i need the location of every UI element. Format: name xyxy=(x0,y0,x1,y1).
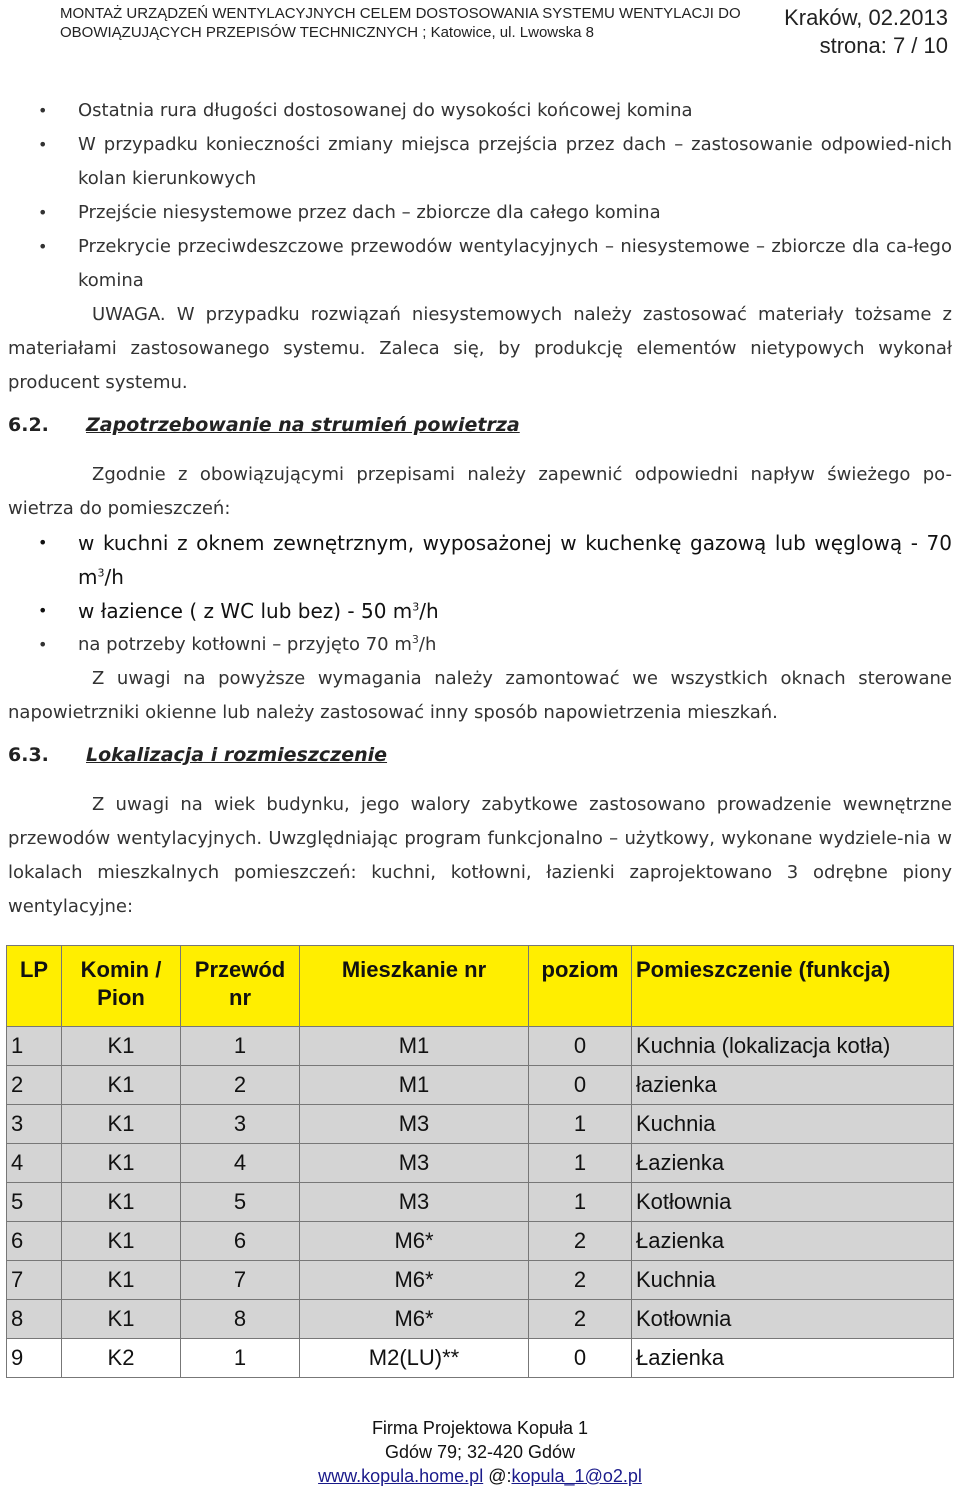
footer-email-link[interactable]: kopula_1@o2.pl xyxy=(511,1466,642,1486)
header-title-line2: OBOWIĄZUJĄCYCH PRZEPISÓW TECHNICZNYCH ; Katowice, ul. Lwowska 8 xyxy=(60,24,594,41)
table-header-row xyxy=(7,946,954,1027)
table-cell: 1 xyxy=(529,1105,632,1144)
table-cell: 8 xyxy=(7,1300,62,1339)
header-date: Kraków, 02.2013 xyxy=(784,5,948,30)
table-cell: łazienka xyxy=(632,1066,954,1105)
table-row xyxy=(7,1300,954,1339)
footer-contact xyxy=(0,1464,960,1488)
table-cell: M6* xyxy=(300,1222,529,1261)
table-cell: 5 xyxy=(7,1183,62,1222)
table-cell: K1 xyxy=(62,1222,181,1261)
table-cell: Łazienka xyxy=(632,1222,954,1261)
list-item xyxy=(8,526,952,594)
table-cell: Kuchnia xyxy=(632,1261,954,1300)
airflow-kitchen-text: w kuchni z oknem zewnętrznym, wyposażonej w kuchenkę gazową lub węglową - 70 m xyxy=(78,531,952,589)
table-row xyxy=(7,1144,954,1183)
table-cell: 1 xyxy=(7,1027,62,1066)
table-row xyxy=(7,1183,954,1222)
table-cell: 1 xyxy=(529,1183,632,1222)
unit-tail: /h xyxy=(418,634,437,655)
table-cell: 4 xyxy=(7,1144,62,1183)
table-cell: 6 xyxy=(181,1222,300,1261)
table-cell: 0 xyxy=(529,1027,632,1066)
column-header-poziom: poziom xyxy=(529,946,632,1027)
table-row xyxy=(7,1222,954,1261)
document-header-meta xyxy=(784,4,948,60)
table-cell: Kuchnia (lokalizacja kotła) xyxy=(632,1027,954,1066)
table-cell: 2 xyxy=(529,1222,632,1261)
column-header-komin: Komin / Pion xyxy=(62,946,181,1027)
table-cell: K1 xyxy=(62,1183,181,1222)
table-cell: 2 xyxy=(181,1066,300,1105)
section-title: Zapotrzebowanie na strumień powietrza xyxy=(86,414,520,436)
table-row xyxy=(7,1027,954,1066)
table-cell: 1 xyxy=(181,1339,300,1378)
unit-tail: /h xyxy=(104,565,124,589)
table-cell: 0 xyxy=(529,1339,632,1378)
table-cell: M3 xyxy=(300,1144,529,1183)
table-cell: Kotłownia xyxy=(632,1183,954,1222)
table-cell: 8 xyxy=(181,1300,300,1339)
document-body xyxy=(8,94,952,924)
unit-superscript: 3 xyxy=(97,566,105,580)
table-cell: K1 xyxy=(62,1144,181,1183)
header-title-line1: MONTAŻ URZĄDZEŃ WENTYLACYJNYCH CELEM DOSTOSOWANIA SYSTEMU WENTYLACJI DO xyxy=(60,5,741,22)
table-cell: 1 xyxy=(181,1027,300,1066)
table-cell: 2 xyxy=(7,1066,62,1105)
table-cell: M6* xyxy=(300,1300,529,1339)
header-page-number: strona: 7 / 10 xyxy=(819,33,948,58)
table-cell: M1 xyxy=(300,1027,529,1066)
section-6-3-heading xyxy=(8,738,952,772)
section-6-2-outro: Z uwagi na powyższe wymagania należy zamontować we wszystkich oknach sterowane napowietrzniki okienne lub należy zastosować inny sposób napowietrzenia mieszkań. xyxy=(8,668,952,723)
table-cell: 7 xyxy=(7,1261,62,1300)
table-cell: Łazienka xyxy=(632,1339,954,1378)
section-title: Lokalizacja i rozmieszczenie xyxy=(86,744,388,766)
table-cell: K2 xyxy=(62,1339,181,1378)
footer-address: Gdów 79; 32-420 Gdów xyxy=(384,1442,576,1462)
section-6-2-heading xyxy=(8,408,952,442)
table-cell: 7 xyxy=(181,1261,300,1300)
column-header-lp: LP xyxy=(7,946,62,1027)
table-row xyxy=(7,1066,954,1105)
table-cell: M3 xyxy=(300,1183,529,1222)
unit-superscript: 3 xyxy=(412,600,420,614)
table-cell: M6* xyxy=(300,1261,529,1300)
document-footer xyxy=(0,1416,960,1488)
column-header-przewod: Przewód nr xyxy=(181,946,300,1027)
table-cell: M1 xyxy=(300,1066,529,1105)
footer-company: Firma Projektowa Kopuła 1 xyxy=(371,1418,589,1438)
footer-website-link[interactable]: www.kopula.home.pl xyxy=(318,1466,484,1486)
bullet-list-airflow xyxy=(8,526,952,662)
table-row xyxy=(7,1105,954,1144)
bullet-list-chimney xyxy=(8,94,952,298)
section-number: 6.2. xyxy=(8,414,49,436)
table-cell: 5 xyxy=(181,1183,300,1222)
table-cell: Kotłownia xyxy=(632,1300,954,1339)
unit-superscript: 3 xyxy=(411,633,419,646)
footer-email-prefix: @: xyxy=(488,1466,512,1486)
table-cell: 0 xyxy=(529,1066,632,1105)
column-header-pomieszczenie: Pomieszczenie (funkcja) xyxy=(632,946,954,1027)
table-row xyxy=(7,1339,954,1378)
table-cell: K1 xyxy=(62,1300,181,1339)
list-item: • Przejście niesystemowe przez dach – zbiorcze dla całego komina xyxy=(8,196,952,230)
table-cell: M3 xyxy=(300,1105,529,1144)
table-body xyxy=(7,1027,954,1378)
table-cell: 2 xyxy=(529,1300,632,1339)
table-cell: 3 xyxy=(181,1105,300,1144)
table-cell: 2 xyxy=(529,1261,632,1300)
table-cell: 3 xyxy=(7,1105,62,1144)
table-cell: Łazienka xyxy=(632,1144,954,1183)
section-6-3-text: Z uwagi na wiek budynku, jego walory zabytkowe zastosowano prowadzenie wewnętrzne przewodów wentylacyjnych. Uwzględniając program funkcjonalno – użytkowy, wykonane wydziele-nia w lokalach mieszkalnych pomieszczeń: kuchni, kotłowni, łazienki zaprojektowano 3 odrębne piony wentylacyjne: xyxy=(8,794,952,917)
table-cell: Kuchnia xyxy=(632,1105,954,1144)
ventilation-table xyxy=(6,945,954,1378)
table-cell: K1 xyxy=(62,1105,181,1144)
document-header-title xyxy=(60,4,760,42)
table-cell: K1 xyxy=(62,1027,181,1066)
table-cell: 9 xyxy=(7,1339,62,1378)
airflow-boiler-text: na potrzeby kotłowni – przyjęto 70 m xyxy=(78,634,412,655)
column-header-mieszkanie: Mieszkanie nr xyxy=(300,946,529,1027)
uwaga-note: UWAGA. W przypadku rozwiązań niesystemowych należy zastosować materiały tożsame z materiałami zastosowanego systemu. Zaleca się, by produkcję elementów nietypowych wykonał producent systemu. xyxy=(8,304,952,393)
airflow-bathroom-text: w łazience ( z WC lub bez) - 50 m xyxy=(78,599,413,623)
section-6-2-intro: Zgodnie z obowiązującymi przepisami należy zapewnić odpowiedni napływ świeżego po-wietrza do pomieszczeń: xyxy=(8,464,952,519)
list-item xyxy=(8,628,952,662)
list-item: • W przypadku konieczności zmiany miejsca przejścia przez dach – zastosowanie odpowied-nich kolan kierunkowych xyxy=(8,128,952,196)
list-item: • Ostatnia rura długości dostosowanej do wysokości końcowej komina xyxy=(8,94,952,128)
table-cell: 1 xyxy=(529,1144,632,1183)
table-row xyxy=(7,1261,954,1300)
table-cell: 6 xyxy=(7,1222,62,1261)
list-item xyxy=(8,594,952,628)
unit-tail: /h xyxy=(419,599,439,623)
table-cell: K1 xyxy=(62,1261,181,1300)
list-item: • Przekrycie przeciwdeszczowe przewodów wentylacyjnych – niesystemowe – zbiorcze dla ca-łego komina xyxy=(8,230,952,298)
section-number: 6.3. xyxy=(8,744,49,766)
table-cell: 4 xyxy=(181,1144,300,1183)
table-cell: M2(LU)** xyxy=(300,1339,529,1378)
table-cell: K1 xyxy=(62,1066,181,1105)
